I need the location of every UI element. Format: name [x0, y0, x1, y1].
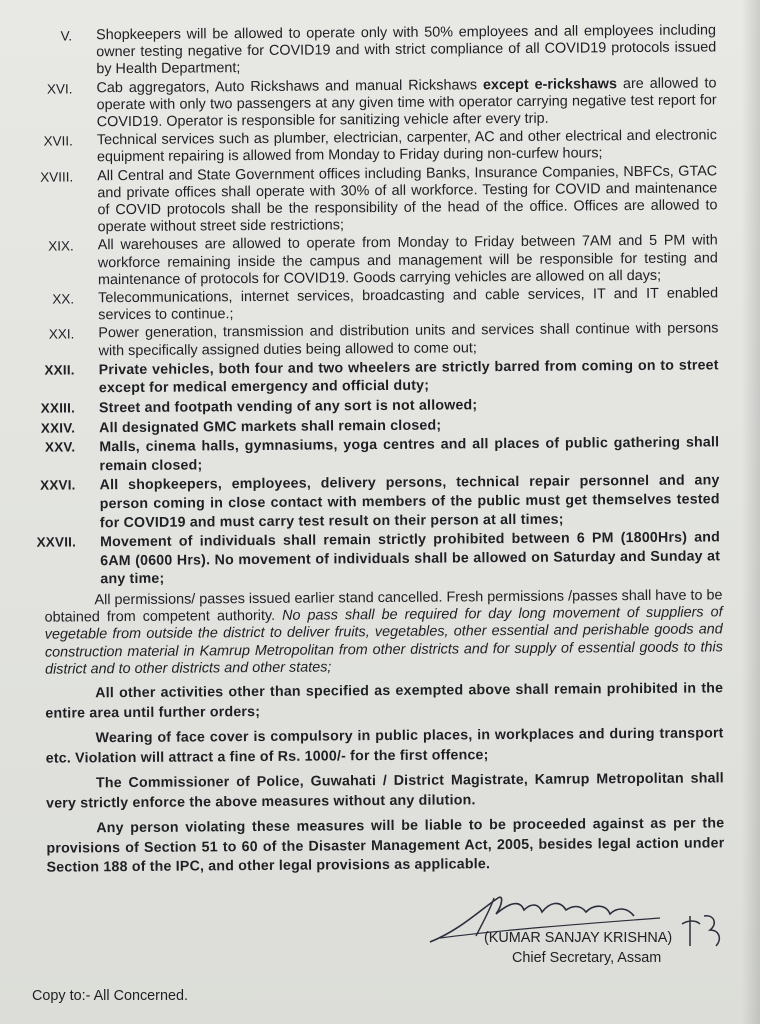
list-item [2, 320, 760, 360]
item-number: XX. [52, 291, 75, 307]
item-number: V. [60, 28, 73, 44]
copy-to: Copy to:- All Concerned. [32, 988, 188, 1004]
list-item [1, 127, 760, 167]
item-number: XVI. [46, 81, 73, 97]
list-item [3, 356, 760, 399]
list-item [2, 285, 760, 325]
item-text: All shopkeepers, employees, delivery persons, technical repair personnel and any person coming in close contact with members of the public must get themselves tested for COVID19 and must carry test result on their person at all times; [99, 472, 720, 531]
item-number: XVII. [43, 133, 73, 149]
item-number: XXVII. [36, 534, 77, 550]
list-item [0, 75, 760, 133]
item-text-emphasis: except e-rickshaws [482, 75, 618, 93]
item-number: XXII. [44, 362, 75, 378]
page-edge-shadow [742, 0, 760, 1024]
permissions-paragraph [44, 587, 723, 678]
item-number: XXIV. [40, 420, 76, 436]
item-text: Telecommunications, internet services, broadcasting and cable services, IT and IT enabled services to continue.; [98, 285, 719, 324]
other-activities-paragraph: All other activities other than specified as exempted above shall remain prohibited in the entire area until further orders; [45, 680, 724, 722]
item-text: Power generation, transmission and distribution units and services shall continue with persons with specifically assigned duties being allowed to come out; [98, 320, 719, 359]
item-text: Movement of individuals shall remain strictly prohibited between 6 PM (1800Hrs) and 6AM (0600 Hrs). No movement of individuals shall be allowed on Saturday and Sunday at any time; [99, 529, 721, 588]
item-number: XXVI. [40, 477, 76, 494]
item-text-part: Cab aggregators, Auto Rickshaws and manual Rickshaws [96, 76, 484, 96]
order-body [0, 22, 760, 878]
item-text: Malls, cinema halls, gymnasiums, yoga centres and all places of public gathering shall remain closed; [99, 434, 720, 475]
item-text: Shopkeepers will be allowed to operate only with 50% employees and all employees including owner testing negative for COVID19 and with strict compliance of all COVID19 protocols issued by Health Department; [95, 22, 717, 78]
list-item [0, 22, 760, 80]
signature-block [420, 880, 730, 980]
item-text [96, 75, 716, 131]
list-item [4, 471, 760, 533]
item-text: Street and footpath vending of any sort is not allowed; [98, 397, 478, 417]
pass-exemption-text: No pass shall be required for day long movement of suppliers of vegetable from outside the district to deliver fruits, vegetables, other essential and perishable goods and construction material in Kamrup Metropolitan from other districts and for supply of essential goods to this district and to other districts and other states; [44, 604, 723, 678]
item-text: All warehouses are allowed to operate from Monday to Friday between 7AM and 5 PM with workforce remaining inside the campus and management will be responsible for testing and maintenance of protocols for COVID19. Goods carrying vehicles are allowed on all days; [97, 232, 718, 289]
list-item [2, 232, 760, 290]
penalty-paragraph: Any person violating these measures will be liable to be proceeded against as per the provisions of Section 51 to 60 of the Disaster Management Act, 2005, besides legal action under Section 188 of the IPC, and other legal provisions as applicable. [46, 815, 725, 876]
item-number: XXIII. [40, 400, 76, 416]
signatory-name: (KUMAR SANJAY KRISHNA) [484, 930, 673, 946]
item-number: XVIII. [40, 169, 74, 185]
item-text-part: are allowed to operate with only two passengers at any given time with operator carrying negative test report for COVID19. Operator is responsible for sanitizing vehicle after every trip. [96, 74, 717, 131]
face-cover-paragraph: Wearing of face cover is compulsory in public places, in workplaces and during transport etc. Violation will attract a fine of Rs. 1000/- for the first offence; [45, 725, 724, 767]
item-text: All Central and State Government offices including Banks, Insurance Companies, NBFCs, GTAC and private offices shall operate with 30% of all workforce. Testing for COVID and maintenance of COVID protocols shall be the responsibility of the head of the office. Offices are allowed to operate without street side restrictions; [97, 162, 718, 236]
item-text: Private vehicles, both four and two wheelers are strictly barred from coming on to street except for medical emergency and official duty; [98, 357, 719, 397]
list-item [3, 433, 760, 476]
list-item [4, 528, 760, 590]
item-number: XXI. [48, 326, 75, 343]
permissions-text: All permissions/ passes issued earlier stand cancelled. Fresh permissions /passes shall have to be obtained from competent authority. [44, 587, 723, 626]
list-item [1, 163, 760, 238]
signatory-designation: Chief Secretary, Assam [512, 950, 662, 966]
item-text: Technical services such as plumber, electrician, carpenter, AC and other electrical and electronic equipment repairing is allowed from Monday to Friday during non-curfew hours; [96, 127, 717, 166]
item-number: XIX. [48, 238, 74, 255]
enforcement-paragraph: The Commissioner of Police, Guwahati / District Magistrate, Kamrup Metropolitan shall very strictly enforce the above measures without any dilution. [46, 770, 724, 812]
item-text: All designated GMC markets shall remain closed; [99, 417, 442, 436]
item-number: XXV. [44, 439, 76, 455]
